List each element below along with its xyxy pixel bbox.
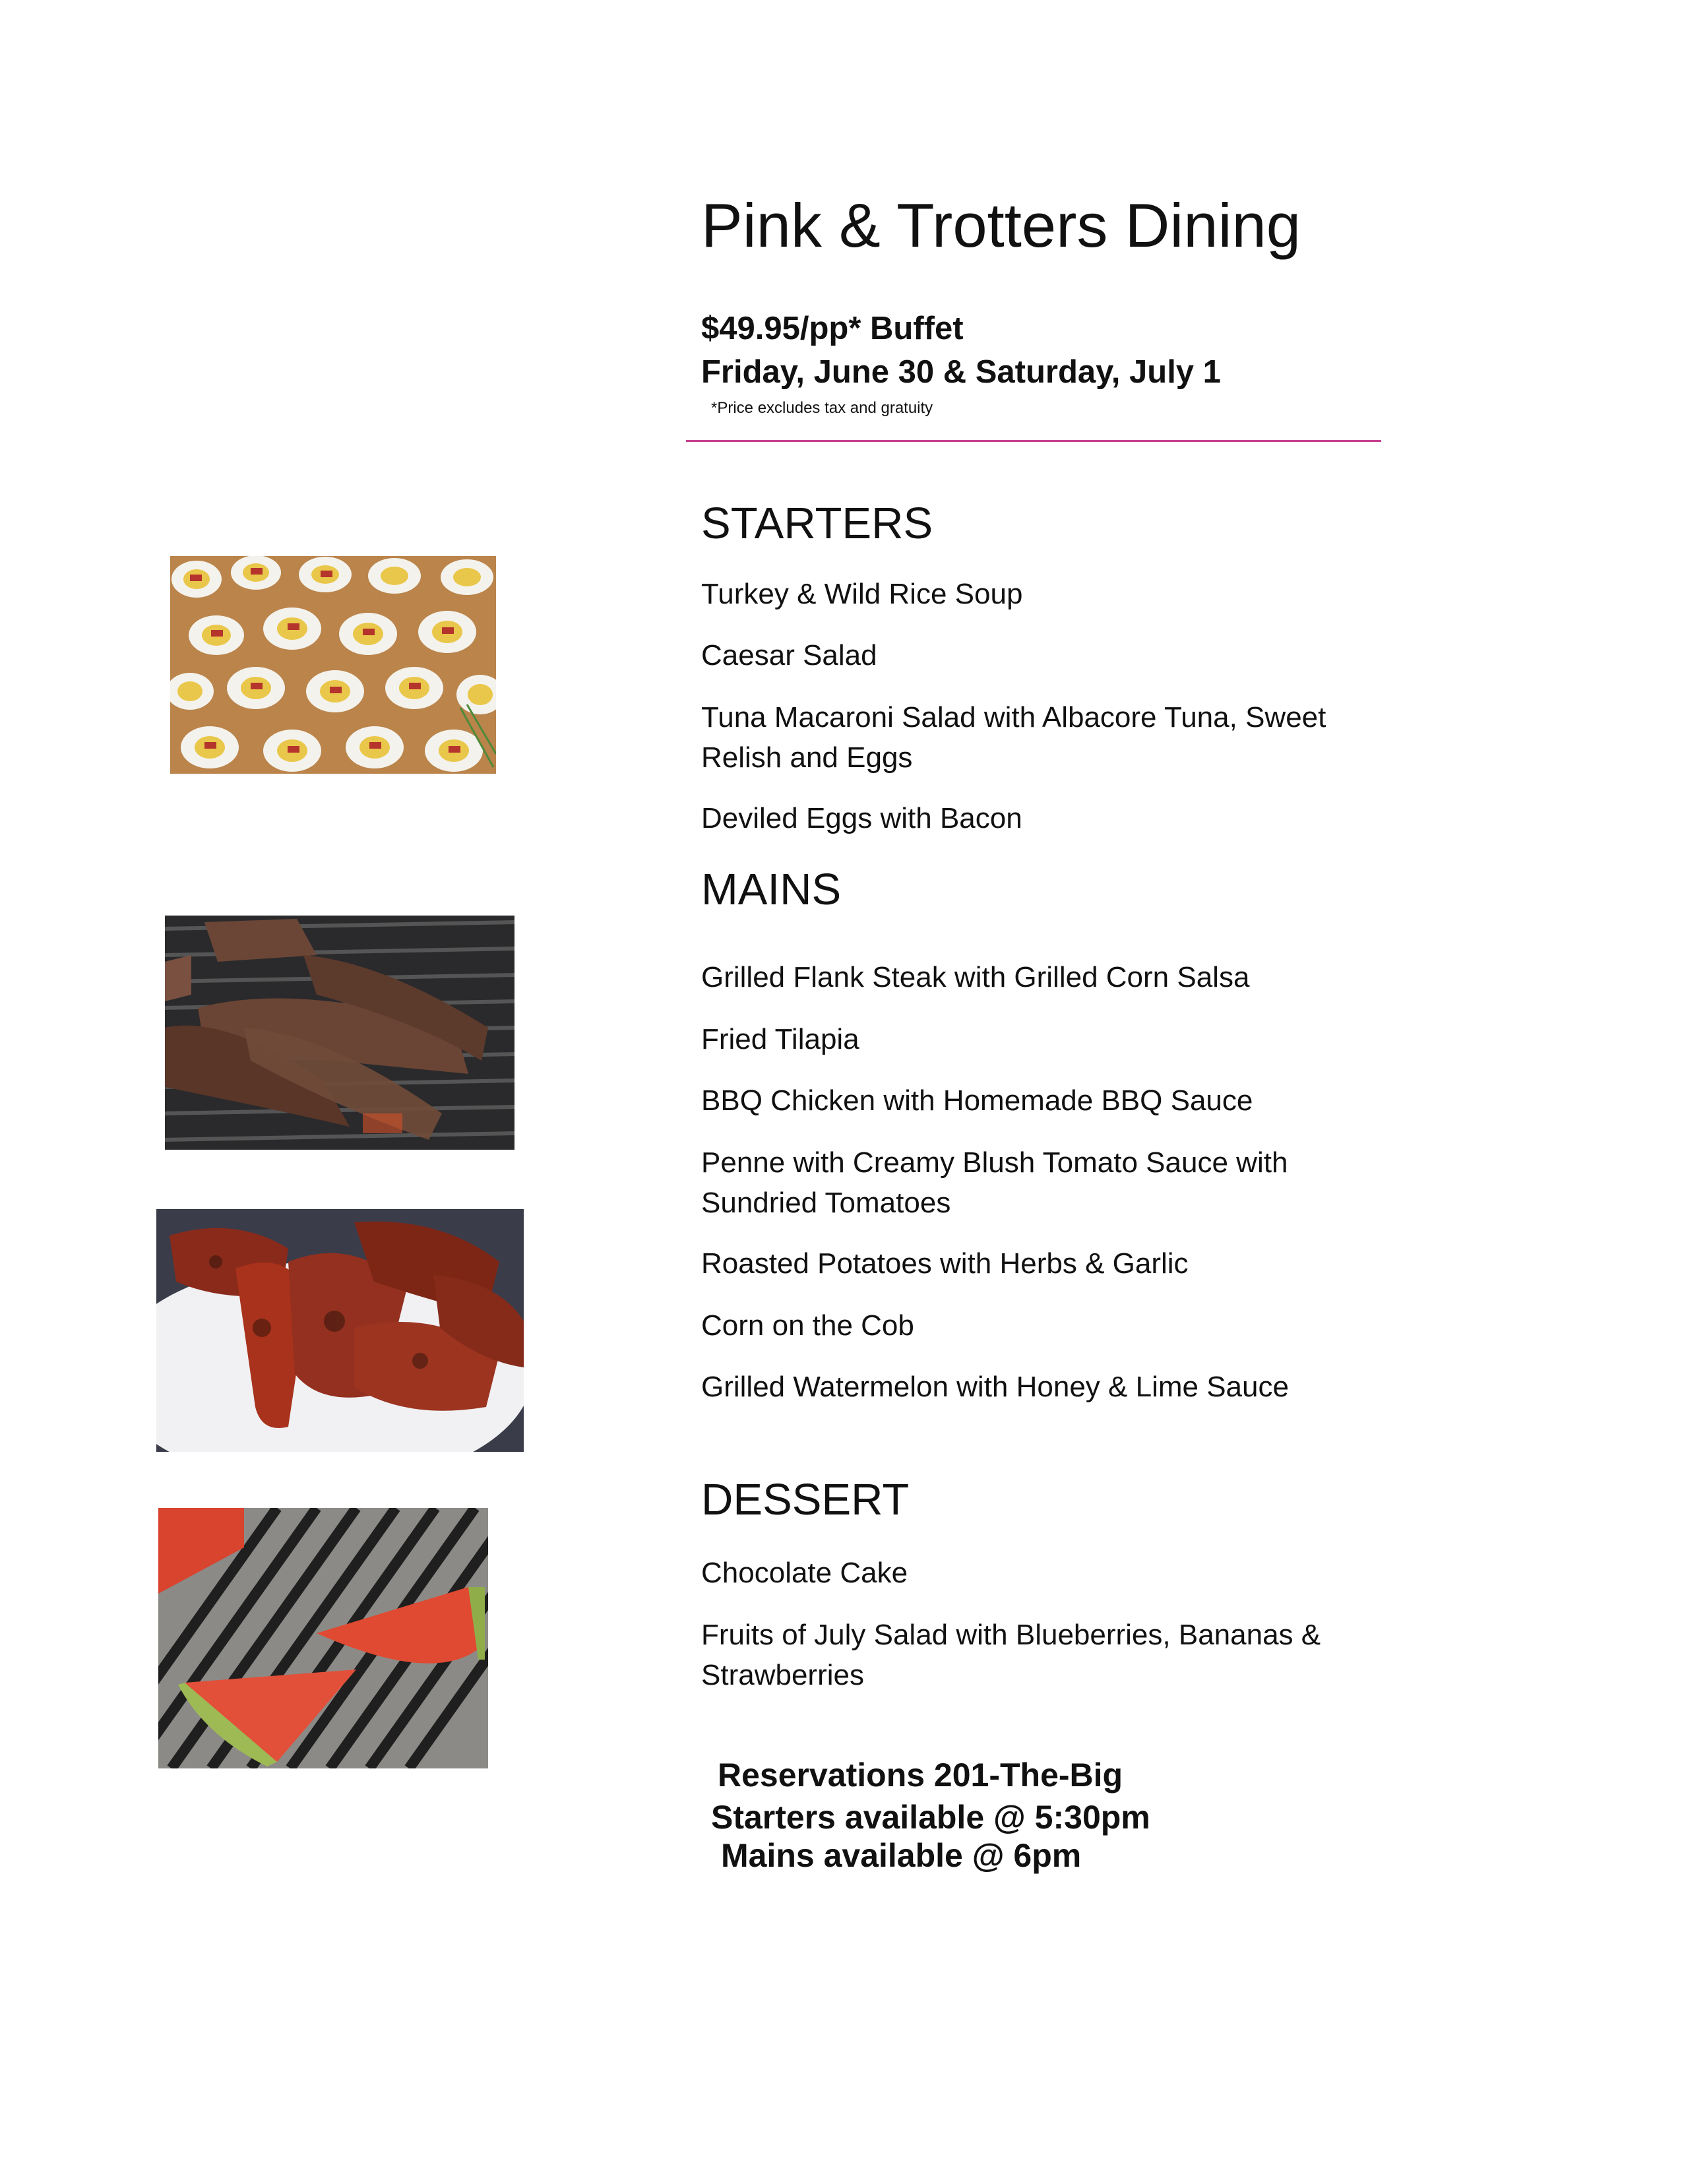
event-dates: Friday, June 30 & Saturday, July 1 (701, 354, 1221, 390)
grilled-watermelon-photo (158, 1508, 488, 1768)
header-divider (686, 440, 1381, 442)
menu-item: Fried Tilapia (701, 1023, 859, 1055)
menu-item: Caesar Salad (701, 639, 877, 671)
menu-item: Tuna Macaroni Salad with Albacore Tuna, Sweet Relish and Eggs (701, 701, 1326, 774)
dessert-heading: DESSERT (701, 1475, 910, 1524)
price-note: *Price excludes tax and gratuity (711, 399, 933, 417)
flank-steak-photo (165, 916, 514, 1150)
menu-item: Fruits of July Salad with Blueberries, Bananas & Strawberries (701, 1619, 1321, 1691)
buffet-price: $49.95/pp* Buffet (701, 311, 964, 346)
menu-item: Chocolate Cake (701, 1557, 908, 1589)
menu-item: Grilled Flank Steak with Grilled Corn Salsa (701, 961, 1250, 993)
page-title: Pink & Trotters Dining (701, 191, 1301, 260)
mains-heading: MAINS (701, 865, 842, 914)
deviled-eggs-photo (170, 556, 496, 774)
starters-time: Starters available @ 5:30pm (711, 1799, 1150, 1836)
menu-item: Corn on the Cob (701, 1309, 914, 1342)
reservations-line: Reservations 201-The-Big (718, 1757, 1123, 1794)
bbq-chicken-photo (156, 1209, 524, 1452)
starters-heading: STARTERS (701, 499, 933, 548)
menu-item: Turkey & Wild Rice Soup (701, 578, 1023, 610)
mains-time: Mains available @ 6pm (721, 1837, 1082, 1874)
menu-item: Grilled Watermelon with Honey & Lime Sauce (701, 1371, 1289, 1403)
menu-item: Penne with Creamy Blush Tomato Sauce with Sundried Tomatoes (701, 1146, 1288, 1219)
menu-item: Deviled Eggs with Bacon (701, 802, 1022, 834)
menu-item: BBQ Chicken with Homemade BBQ Sauce (701, 1084, 1253, 1117)
menu-item: Roasted Potatoes with Herbs & Garlic (701, 1247, 1189, 1280)
